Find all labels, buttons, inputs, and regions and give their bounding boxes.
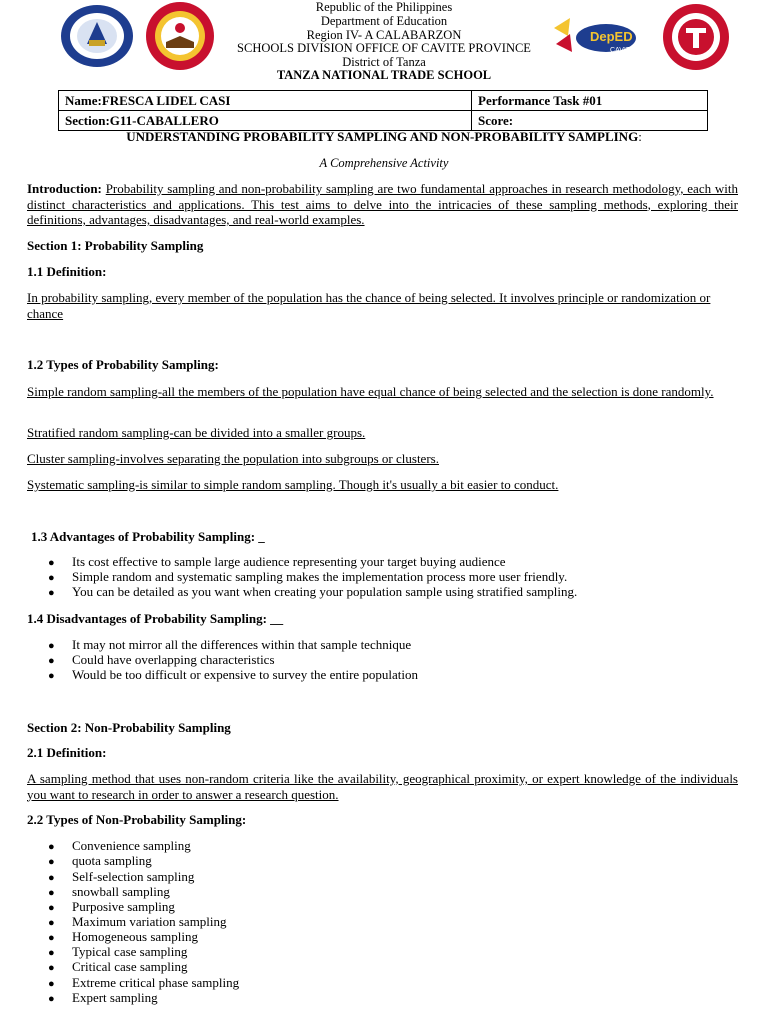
list-item: ● Maximum variation sampling xyxy=(48,914,227,929)
s2-type-1: Convenience sampling xyxy=(72,838,191,853)
student-info-table xyxy=(58,90,708,131)
s1-dis-1: It may not mirror all the differences within that sample technique xyxy=(72,637,412,652)
header-line-2: Department of Education xyxy=(320,14,448,28)
intro-text: Probability sampling and non-probability sampling are two fundamental approaches in research methodology, each with distinct characteristics and applications. This test aims to delve into the intricacies of these sampling methods, exploring their definitions, advantages, disadvantages, and real-world examples. xyxy=(27,181,739,227)
list-item: ● Self-selection sampling xyxy=(48,869,195,884)
list-item: ● Could have overlapping characteristics xyxy=(48,652,275,667)
s1-type-4: Systematic sampling-is similar to simple random sampling. Though it's usually a bit easier to conduct. xyxy=(27,477,559,492)
s1-dis-2: Could have overlapping characteristics xyxy=(72,652,275,667)
s1-type-3: Cluster sampling-involves separating the population into subgroups or clusters. xyxy=(27,451,439,466)
s1-adv-1: Its cost effective to sample large audience representing your target buying audience xyxy=(72,554,506,569)
score-field: Score: xyxy=(472,111,708,131)
deped-cavite-sublabel: CAVITE xyxy=(610,47,635,54)
list-item: ● Would be too difficult or expensive to survey the entire population xyxy=(48,667,419,682)
document-subtitle: A Comprehensive Activity xyxy=(319,156,449,170)
section-2-heading: Section 2: Non-Probability Sampling xyxy=(27,720,231,735)
s2-types-heading: 2.2 Types of Non-Probability Sampling: xyxy=(27,812,247,827)
s2-definition-text: A sampling method that uses non-random criteria like the availability, geographical proximity, or expert knowledge of the individuals you want to research in order to answer a research question. xyxy=(27,771,738,802)
student-name: Name:FRESCA LIDEL CASI xyxy=(59,91,472,111)
list-item: ● Convenience sampling xyxy=(48,838,191,853)
list-item: ● Expert sampling xyxy=(48,990,158,1005)
s2-type-10: Extreme critical phase sampling xyxy=(72,975,240,990)
s2-type-11: Expert sampling xyxy=(72,990,158,1005)
list-item: ● Homogeneous sampling xyxy=(48,929,199,944)
student-section: Section:G11-CABALLERO xyxy=(59,111,472,131)
list-item: ● It may not mirror all the differences within that sample technique xyxy=(48,637,412,652)
list-item: ● quota sampling xyxy=(48,853,152,868)
s1-disadvantages-heading: 1.4 Disadvantages of Probability Sampling: __ xyxy=(27,611,284,626)
s1-type-1: Simple random sampling-all the members of the population have equal chance of being selected and the selection is done randomly. xyxy=(27,384,714,399)
introduction xyxy=(27,181,738,228)
s1-definition-heading: 1.1 Definition: xyxy=(27,264,107,279)
s1-dis-3: Would be too difficult or expensive to survey the entire population xyxy=(72,667,419,682)
document-title-colon: : xyxy=(638,129,642,144)
s1-adv-3: You can be detailed as you want when creating your population sample using stratified sampling. xyxy=(72,584,578,599)
list-item: ● Extreme critical phase sampling xyxy=(48,975,240,990)
s1-type-2: Stratified random sampling-can be divided into a smaller groups. xyxy=(27,425,366,440)
s2-type-6: Maximum variation sampling xyxy=(72,914,227,929)
s2-type-2: quota sampling xyxy=(72,853,152,868)
s1-types-heading: 1.2 Types of Probability Sampling: xyxy=(27,357,219,372)
header-line-3: Region IV- A CALABARZON xyxy=(306,28,462,42)
list-item: ● You can be detailed as you want when creating your population sample using stratified sampling. xyxy=(48,584,578,599)
s2-type-7: Homogeneous sampling xyxy=(72,929,199,944)
s1-advantages-heading: 1.3 Advantages of Probability Sampling: _ xyxy=(31,529,265,544)
s2-type-9: Critical case sampling xyxy=(72,959,188,974)
document-title xyxy=(0,129,768,145)
header-line-1: Republic of the Philippines xyxy=(315,0,453,14)
list-item: ● snowball sampling xyxy=(48,884,170,899)
school-name: TANZA NATIONAL TRADE SCHOOL xyxy=(276,68,492,82)
section-1-heading: Section 1: Probability Sampling xyxy=(27,238,204,253)
s1-adv-2: Simple random and systematic sampling makes the implementation process more user friendly. xyxy=(72,569,568,584)
document-title-text: UNDERSTANDING PROBABILITY SAMPLING AND NON-PROBABILITY SAMPLING xyxy=(126,129,639,144)
s1-definition-text: In probability sampling, every member of the population has the chance of being selected. It involves principle or randomization or chance xyxy=(27,290,711,321)
list-item: ● Its cost effective to sample large audience representing your target buying audience xyxy=(48,554,506,569)
header-line-5: District of Tanza xyxy=(342,55,426,69)
header-line-4: SCHOOLS DIVISION OFFICE OF CAVITE PROVINCE xyxy=(237,41,531,55)
task-number: Performance Task #01 xyxy=(472,91,708,111)
list-item: ● Critical case sampling xyxy=(48,959,188,974)
intro-label: Introduction: xyxy=(27,181,102,196)
s2-type-8: Typical case sampling xyxy=(72,944,188,959)
deped-cavite-label: DepED xyxy=(590,29,633,44)
list-item: ● Simple random and systematic sampling makes the implementation process more user friendly. xyxy=(48,569,568,584)
s2-type-5: Purposive sampling xyxy=(72,899,175,914)
s2-type-4: snowball sampling xyxy=(72,884,170,899)
list-item: ● Typical case sampling xyxy=(48,944,188,959)
s2-type-3: Self-selection sampling xyxy=(72,869,195,884)
list-item: ● Purposive sampling xyxy=(48,899,175,914)
s2-definition-heading: 2.1 Definition: xyxy=(27,745,107,760)
